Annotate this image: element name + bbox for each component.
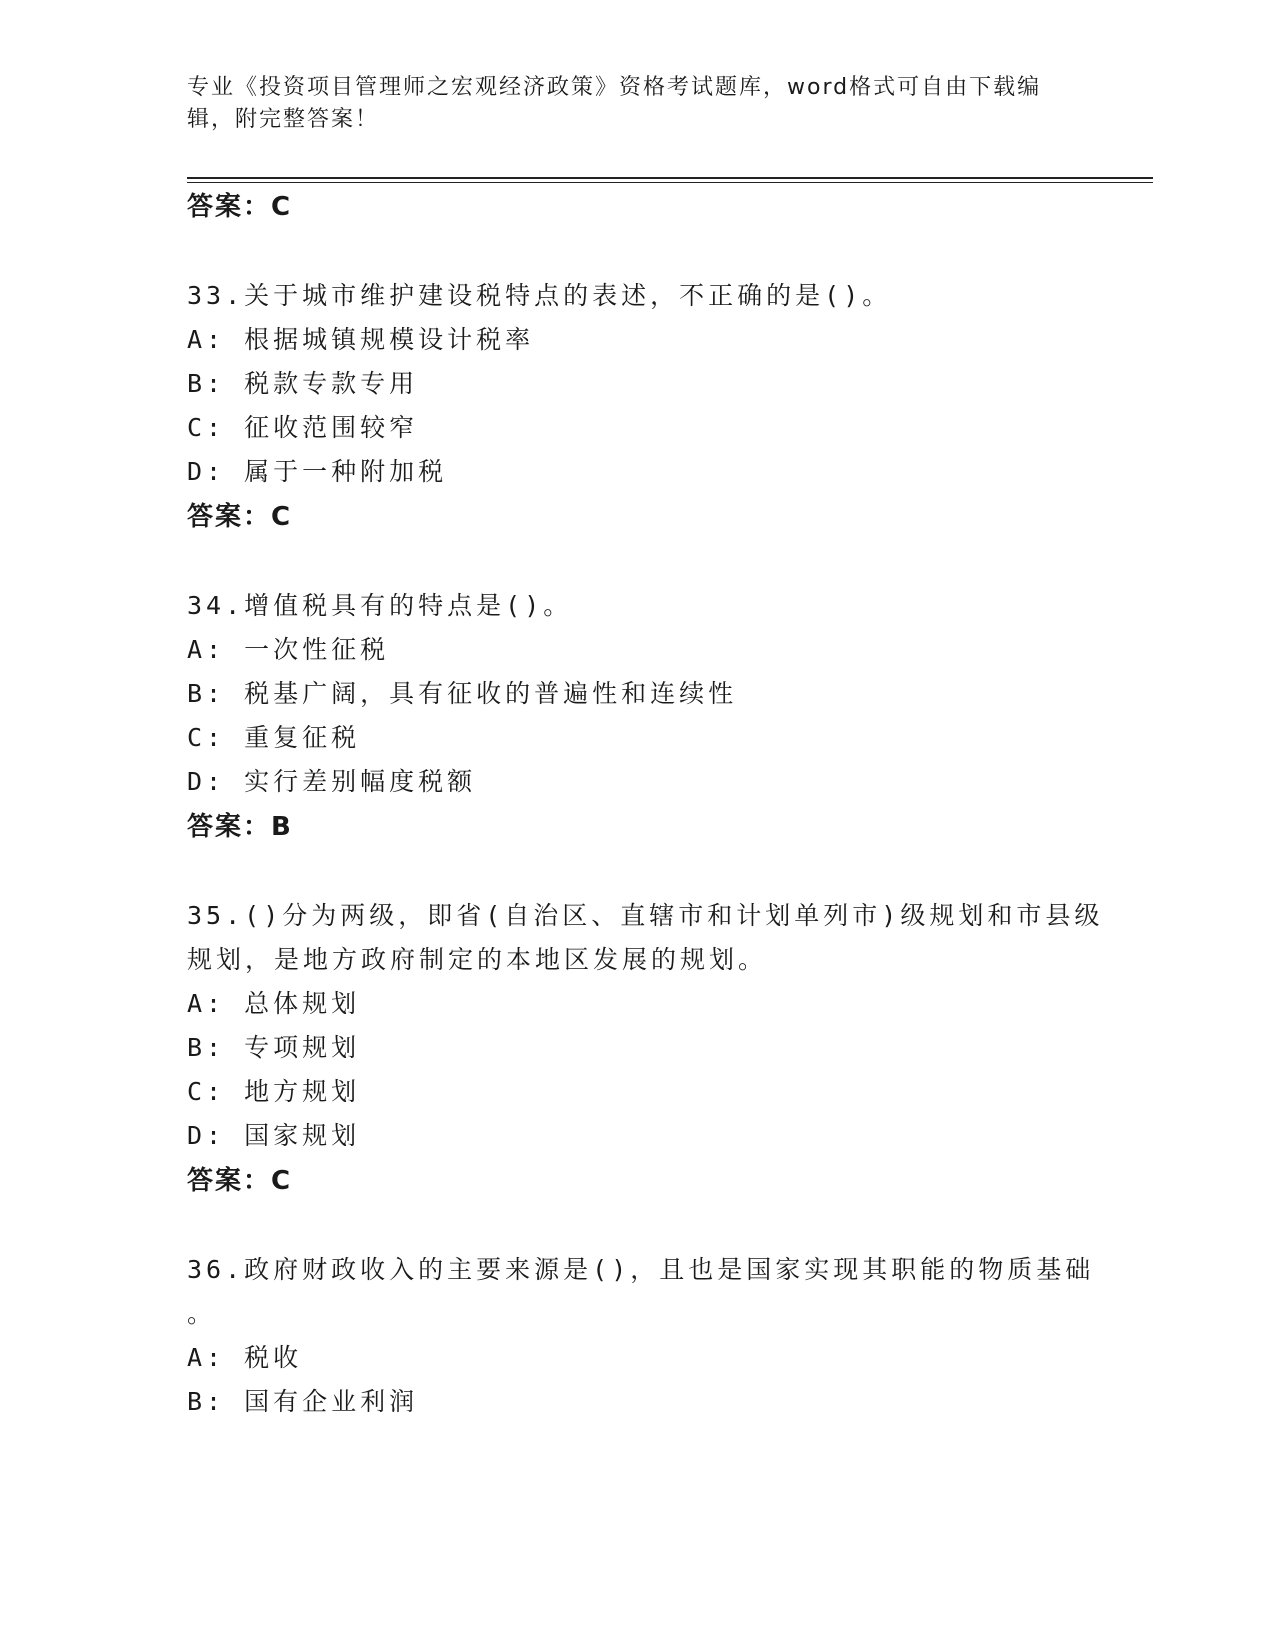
header-line-2: 辑，附完整答案！ [187, 107, 380, 132]
question-34-stem: 34.增值税具有的特点是()。 [187, 591, 573, 620]
header-divider-thin [187, 182, 1153, 183]
question-35-option-c: C: 地方规划 [187, 1077, 361, 1106]
answer-32: 答案：C [187, 192, 293, 222]
answer-34: 答案：B [187, 812, 293, 842]
question-36-option-a: A: 税收 [187, 1343, 303, 1372]
question-35-option-d: D: 国家规划 [187, 1121, 361, 1150]
question-35-option-a: A: 总体规划 [187, 989, 361, 1018]
answer-35: 答案：C [187, 1166, 293, 1196]
question-34-option-d: D: 实行差别幅度税额 [187, 767, 477, 796]
header-divider-thick [187, 177, 1153, 179]
question-35-stem-line-1: 35.()分为两级，即省(自治区、直辖市和计划单列市)级规划和市县级 [187, 901, 1104, 930]
question-33-option-d: D: 属于一种附加税 [187, 457, 448, 486]
question-36-stem-line-1: 36.政府财政收入的主要来源是()，且也是国家实现其职能的物质基础 [187, 1255, 1095, 1284]
document-header-note [187, 72, 1067, 136]
question-35-option-b: B: 专项规划 [187, 1033, 361, 1062]
question-36-option-b: B: 国有企业利润 [187, 1387, 419, 1416]
question-33-stem: 33.关于城市维护建设税特点的表述，不正确的是()。 [187, 281, 892, 310]
question-34-option-c: C: 重复征税 [187, 723, 361, 752]
question-35-stem-line-2: 规划，是地方政府制定的本地区发展的规划。 [187, 945, 768, 974]
header-line-1: 专业《投资项目管理师之宏观经济政策》资格考试题库，word格式可自由下载编 [187, 75, 1042, 100]
question-33-option-a: A: 根据城镇规模设计税率 [187, 325, 535, 354]
question-33-option-b: B: 税款专款专用 [187, 369, 419, 398]
answer-33: 答案：C [187, 502, 293, 532]
question-34-option-a: A: 一次性征税 [187, 635, 390, 664]
question-34-option-b: B: 税基广阔，具有征收的普遍性和连续性 [187, 679, 738, 708]
question-36-stem-line-2: 。 [187, 1299, 217, 1328]
question-33-option-c: C: 征收范围较窄 [187, 413, 419, 442]
